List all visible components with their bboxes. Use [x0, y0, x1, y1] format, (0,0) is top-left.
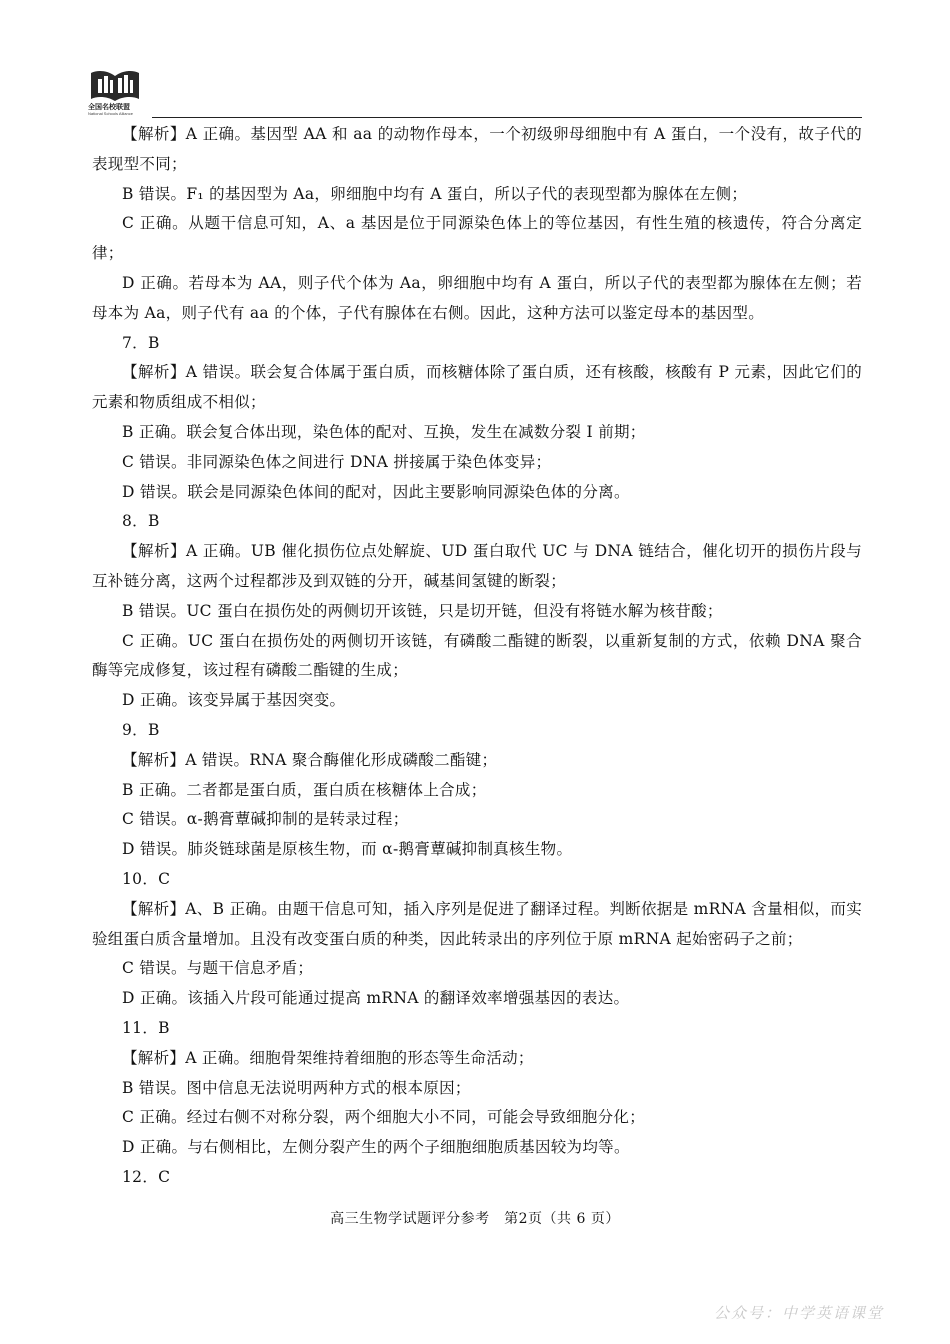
paragraph: 【解析】A 正确。UB 催化损伤位点处解旋、UD 蛋白取代 UC 与 DNA 链结合，催化切开的损伤片段与互补链分离，这两个过程都涉及到双链的分开，碱基间氢键的断裂；: [92, 542, 862, 590]
paragraph: D 错误。联会是同源染色体间的配对，因此主要影响同源染色体的分离。: [122, 482, 630, 501]
page-footer: 高三生物学试题评分参考 第2页（共 6 页）: [330, 1211, 620, 1227]
paragraph: B 错误。UC 蛋白在损伤处的两侧切开该链，只是切开链，但没有将链水解为核苷酸；: [122, 601, 723, 620]
paragraph: 【解析】A、B 正确。由题干信息可知，插入序列是促进了翻译过程。判断依据是 mRNA 含量相似，而实验组蛋白质含量增加。且没有改变蛋白质的种类，因此转录出的序列位于原 mRNA 起始密码子之前；: [92, 899, 862, 948]
paragraph: C 正确。从题干信息可知，A、a 基因是位于同源染色体上的等位基因，有性生殖的核遗传，符合分离定律；: [92, 214, 862, 263]
logo-title: 全国名校联盟: [88, 102, 130, 111]
paragraph: C 错误。与题干信息矛盾；: [122, 959, 314, 978]
watermark: 公众号：中学英语课堂: [713, 1304, 884, 1322]
paragraph: C 正确。经过右侧不对称分裂，两个细胞大小不同，可能会导致细胞分化；: [122, 1108, 645, 1127]
paragraph: D 正确。该插入片段可能通过提高 mRNA 的翻译效率增强基因的表达。: [122, 989, 630, 1008]
paragraph: D 正确。该变异属于基因突变。: [122, 691, 346, 710]
header-divider: [152, 117, 862, 118]
paragraph: 10．C: [122, 869, 171, 888]
paragraph: D 正确。与右侧相比，左侧分裂产生的两个子细胞细胞质基因较为均等。: [122, 1138, 630, 1157]
paragraph: B 正确。联会复合体出现，染色体的配对、互换，发生在减数分裂 Ⅰ 前期；: [122, 422, 646, 441]
paragraph: C 错误。非同源染色体之间进行 DNA 拼接属于染色体变异；: [122, 452, 552, 471]
paragraph: 7．B: [122, 333, 160, 352]
paragraph: 11．B: [122, 1018, 170, 1037]
paragraph: D 错误。肺炎链球菌是原核生物，而 α-鹅膏蕈碱抑制真核生物。: [122, 840, 573, 859]
paragraph: B 错误。图中信息无法说明两种方式的根本原因；: [122, 1078, 471, 1097]
paragraph: C 错误。α-鹅膏蕈碱抑制的是转录过程；: [122, 810, 409, 829]
paragraph: B 错误。F₁ 的基因型为 Aa，卵细胞中均有 A 蛋白，所以子代的表现型都为腺体在左侧；: [122, 184, 748, 203]
paragraph: 9．B: [122, 720, 160, 739]
paragraph: 【解析】A 正确。基因型 AA 和 aa 的动物作母本，一个初级卵母细胞中有 A 蛋白，一个没有，故子代的表现型不同；: [92, 125, 862, 173]
logo-subtitle: National Schools Alliance: [88, 111, 133, 116]
answer-explanations: [92, 120, 862, 1193]
paragraph: D 正确。若母本为 AA，则子代个体为 Aa，卵细胞中均有 A 蛋白，所以子代的表型都为腺体在左侧；若母本为 Aa，则子代有 aa 的个体，子代有腺体在右侧。因此，这种方法可以鉴定母本的基因型。: [92, 273, 862, 322]
book-logo-icon: [88, 66, 142, 104]
paragraph: 【解析】A 正确。细胞骨架维持着细胞的形态等生命活动；: [122, 1048, 534, 1067]
paragraph: 8．B: [122, 512, 160, 531]
paragraph: 12．C: [122, 1167, 171, 1186]
paragraph: 【解析】A 错误。联会复合体属于蛋白质，而核糖体除了蛋白质，还有核酸，核酸有 P 元素，因此它们的元素和物质组成不相似；: [92, 363, 862, 412]
paragraph: 【解析】A 错误。RNA 聚合酶催化形成磷酸二酯键；: [122, 750, 498, 769]
paragraph: C 正确。UC 蛋白在损伤处的两侧切开该链，有磷酸二酯键的断裂，以重新复制的方式，依赖 DNA 聚合酶等完成修复，该过程有磷酸二酯键的生成；: [92, 631, 862, 680]
paragraph: B 正确。二者都是蛋白质，蛋白质在核糖体上合成；: [122, 780, 487, 799]
